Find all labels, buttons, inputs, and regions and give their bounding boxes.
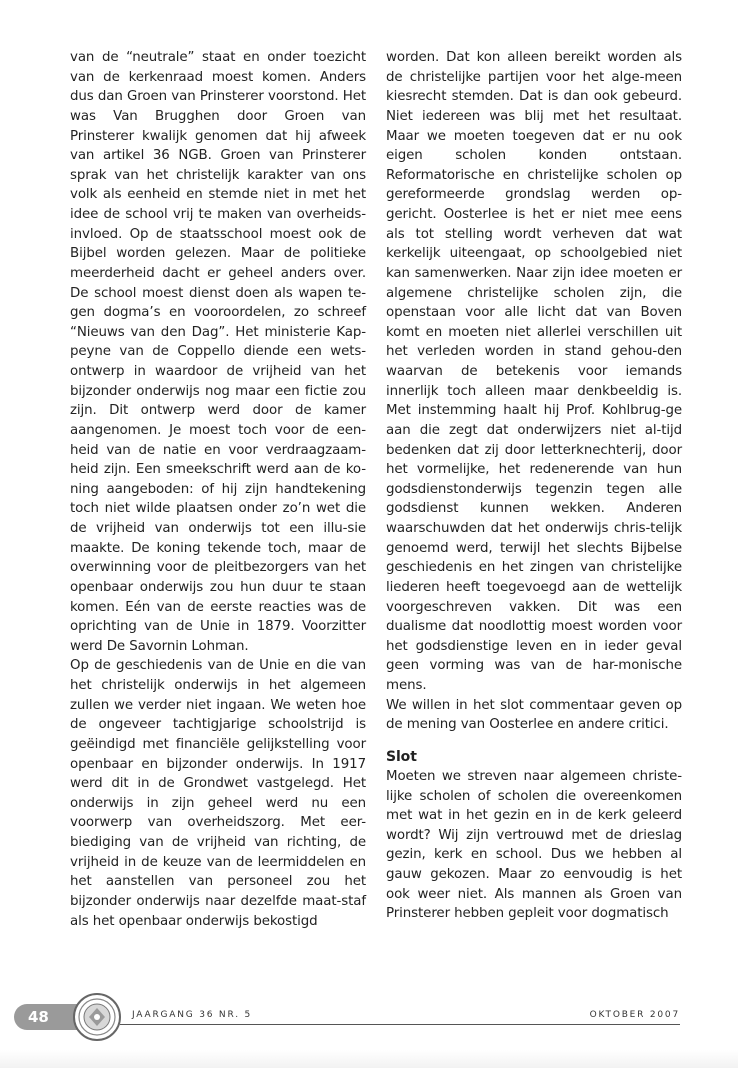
page-number: 48 [14, 1004, 84, 1030]
body-paragraph: We willen in het slot commentaar geven op de mening van Oosterlee en andere critici. [386, 697, 682, 733]
right-column [386, 48, 682, 924]
body-paragraph: Moeten we streven naar algemeen christe-lijke scholen of scholen die overeenkomen met wat in het gezin en in de kerk geleerd wordt? Wij zijn vertrouwd met de drieslag gezin, kerk en school. Dus we hebben al gauw gekozen. Maar zo eenvoudig is het ook weer niet. Als mannen als Groen van Prinsterer hebben gepleit voor dogmatisch [386, 768, 682, 922]
page-edge [0, 1050, 738, 1068]
page-footer [0, 992, 738, 1032]
body-paragraph: worden. Dat kon alleen bereikt worden als de christelijke partijen voor het alge-meen kiesrecht stemden. Dat is dan ook gebeurd. Niet iedereen was blij met het resultaat. Maar we moeten toegeven dat er nu ook eigen scholen konden ontstaan. Reformatorische en christelijke scholen op gereformeerde grondslag werden op-gericht. Oosterlee is het er niet mee eens als tot stelling wordt verheven dat wat kerkelijk uiteengaat, op schoolgebied niet kan samenwerken. Naar zijn idee moeten er algemene christelijke scholen zijn, die openstaan voor alle licht dat van Boven komt en moeten niet allerlei verschillen uit het verleden worden in stand gehou-den waarvan de betekenis voor iemands innerlijk toch alleen maar denkbeeldig is. Met instemming haalt hij Prof. Kohlbrug-ge aan die zegt dat onderwijzers niet al-tijd bedenken dat zij door letterknechterij, door het vormelijke, het redenerende van hun godsdienstonderwijs tegenzin tegen alle godsdienst kunnen wekken. Anderen waarschuwden dat het onderwijs chris-telijk genoemd werd, terwijl het slechts Bijbelse geschiedenis en het zingen van christelijke liederen heeft toegevoegd aan de wettelijk voorgeschreven vakken. Dit was een dualisme dat noodlottig moest worden voor het godsdienstige leven en in ieder geval geen vorming was van de har-monische mens. [386, 50, 682, 693]
section-heading: Slot [386, 748, 417, 765]
body-paragraph: Op de geschiedenis van de Unie en die van het christelijk onderwijs in het algemeen zullen we verder niet ingaan. We weten hoe de ongeveer tachtigjarige schoolstrijd is geëindigd met financiële gelijkstelling voor openbaar en bijzonder onderwijs. In 1917 werd dit in de Grondwet vastgelegd. Het onderwijs in zijn geheel werd nu een voorwerp van overheidszorg. Met eer-biediging van de vrijheid van richting, de vrijheid in de keuze van de leermiddelen en het aanstellen van personeel zou het bijzonder onderwijs naar dezelfde maat-staf als het openbaar onderwijs bekostigd [70, 658, 366, 929]
left-column [70, 48, 366, 931]
body-paragraph: van de “neutrale” staat en onder toezicht van de kerkenraad moest komen. Anders dus dan Groen van Prinsterer voorstond. Het was Van Brugghen door Groen van Prinsterer kwalijk genomen dat hij afweek van artikel 36 NGB. Groen van Prinsterer sprak van het christelijk karakter van ons volk als eenheid en stemde niet in met het idee de school vrij te maken van overheids-invloed. Op de staatsschool moest ook de Bijbel worden gelezen. Maar de politieke meerderheid dacht er geheel anders over. De school moest dienst doen als wapen te-gen dogma’s en vooroordelen, zo schreef “Nieuws van den Dag”. Het ministerie Kap-peyne van de Coppello diende een wets-ontwerp in waardoor de vrijheid van het bijzonder onderwijs nog maar een fictie zou zijn. Dit ontwerp werd door de kamer aangenomen. Je moest toch voor de een-heid van de natie en voor verdraagzaam-heid zijn. Een smeekschrift werd aan de ko-ning aangeboden: of hij zijn handtekening toch niet wilde plaatsen onder zo’n wet die de vrijheid van onderwijs tot een illu-sie maakte. De koning tekende toch, maar de overwinning voor de pleitbezorgers van het openbaar onderwijs zou hun duur te staan komen. Eén van de eerste reacties was de oprichting van de Unie in 1879. Voorzitter werd De Savornin Lohman. [70, 50, 366, 654]
issue-date: OKTOBER 2007 [589, 1010, 680, 1020]
seal-emblem-icon [72, 992, 122, 1042]
footer-divider [120, 1024, 680, 1025]
issue-label: JAARGANG 36 NR. 5 [132, 1010, 253, 1020]
